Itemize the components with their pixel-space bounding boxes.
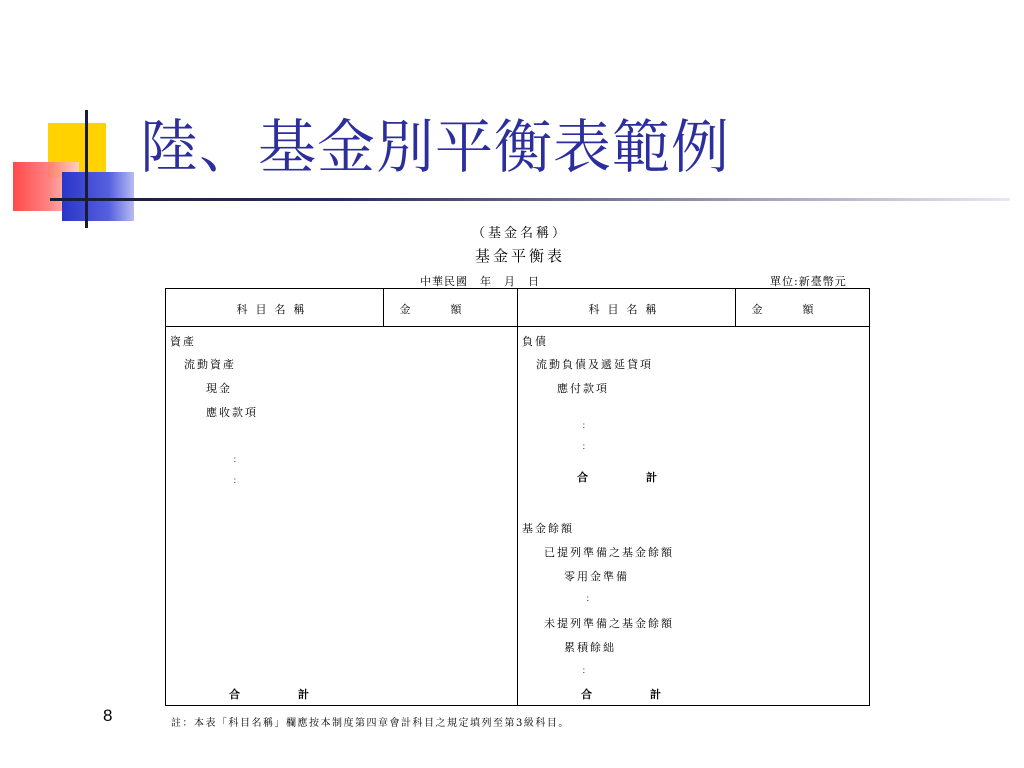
total-char-2: 計 [650, 688, 663, 701]
decor-blue-square [62, 172, 134, 221]
fund-name-label: （基金名稱） [471, 226, 568, 241]
account-cash: 現金 [206, 382, 232, 395]
footnote: 註：本表「科目名稱」欄應按本制度第四章會計科目之規定填列至第3級科目。 [171, 718, 570, 729]
header-amount-left: 金額 [399, 303, 502, 316]
header-account-name-right: 科目名稱 [588, 303, 665, 316]
title-underline [50, 198, 1010, 201]
decor-vertical-line [85, 110, 88, 228]
account-current-liabilities: 流動負債及遞延貸項 [536, 358, 653, 371]
account-payables: 應付款項 [557, 382, 609, 395]
header-divider [166, 326, 869, 327]
assets-total [229, 686, 311, 702]
ellipsis-mark: ： [582, 421, 592, 430]
total-char-2: 計 [298, 688, 311, 701]
account-petty-cash-reserve: 零用金準備 [564, 570, 629, 583]
account-current-assets: 流動資產 [184, 358, 236, 371]
header-account-name-left: 科目名稱 [236, 303, 313, 316]
ellipsis-mark: ： [582, 666, 592, 675]
date-line: 中華民國 年 月 日 [420, 275, 540, 288]
total-char-1: 合 [577, 471, 590, 484]
account-unreserved-fund-balance: 未提列準備之基金餘額 [544, 617, 674, 630]
currency-unit-label: 單位:新臺幣元 [770, 275, 847, 288]
account-accumulated-surplus: 累積餘絀 [564, 641, 616, 654]
ellipsis-mark: ： [582, 442, 592, 451]
total-char-1: 合 [229, 688, 242, 701]
total-char-2: 計 [646, 471, 659, 484]
page-number: 8 [103, 706, 113, 725]
balance-sheet-table [165, 288, 870, 706]
liabilities-fund-total [581, 686, 663, 702]
ellipsis-mark: ： [586, 594, 596, 603]
slide-title: 陸、基金別平衡表範例 [140, 113, 731, 181]
liabilities-subtotal [577, 469, 659, 485]
ellipsis-mark: ： [233, 476, 243, 485]
total-char-1: 合 [581, 688, 594, 701]
account-fund-balance: 基金餘額 [522, 522, 574, 535]
account-assets: 資產 [170, 335, 196, 348]
sheet-title: 基金平衡表 [474, 247, 565, 265]
header-amount-right: 金額 [751, 303, 854, 316]
ellipsis-mark: ： [233, 455, 243, 464]
account-receivables: 應收款項 [206, 406, 258, 419]
account-reserved-fund-balance: 已提列準備之基金餘額 [544, 546, 674, 559]
column-divider-center [517, 289, 518, 705]
account-liabilities: 負債 [522, 335, 548, 348]
